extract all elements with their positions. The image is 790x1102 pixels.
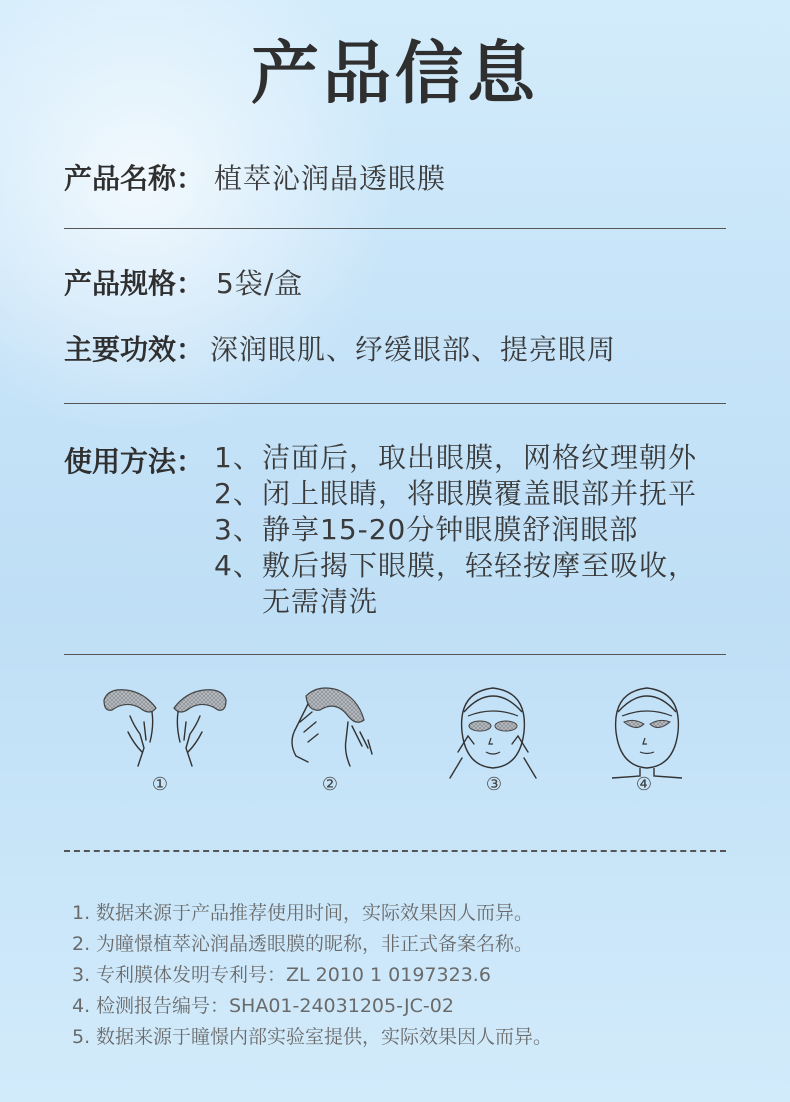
usage-step-continued [214, 584, 697, 620]
dashed-divider [64, 850, 726, 852]
efficacy-value: 深润眼肌、纾缓眼部、提亮眼周 [210, 333, 617, 366]
spec-value: 5袋/盒 [216, 267, 304, 300]
step-text: 洁面后，取出眼膜，网格纹理朝外 [262, 441, 698, 474]
footnote-text: 检测报告编号：SHA01-24031205-JC-02 [96, 995, 454, 1017]
footnote [72, 929, 552, 960]
face-wearing-eye-masks-icon [582, 682, 712, 782]
spec-label: 产品规格： [64, 267, 205, 300]
footnote [72, 991, 552, 1022]
hand-peeling-eye-mask-icon [278, 682, 408, 782]
usage-step [214, 440, 697, 476]
footnote-text: 数据来源于产品推荐使用时间，实际效果因人而异。 [96, 902, 534, 924]
step-number-1: ① [151, 774, 169, 795]
usage-step [214, 548, 697, 584]
usage-row [64, 440, 204, 480]
divider [64, 654, 726, 655]
product-name-label: 产品名称： [64, 162, 205, 195]
step-text: 无需清洗 [262, 585, 379, 618]
product-name-row [64, 157, 446, 197]
footnote [72, 1022, 552, 1053]
step-text: 静享15-20分钟眼膜舒润眼部 [262, 513, 639, 546]
step-number: 2、 [214, 477, 262, 510]
footnotes [72, 898, 552, 1053]
footnote-number: 4. [72, 995, 91, 1017]
usage-steps [214, 440, 697, 620]
step-number-2: ② [321, 774, 339, 795]
efficacy-row [64, 328, 616, 368]
page-title: 产品信息 [250, 35, 539, 114]
footnote-text: 数据来源于瞳憬内部实验室提供，实际效果因人而异。 [96, 1026, 553, 1048]
footnote-number: 2. [72, 933, 91, 955]
usage-step [214, 512, 697, 548]
footnote-number: 5. [72, 1026, 91, 1048]
hands-holding-eye-masks-icon [100, 682, 230, 782]
spec-row [64, 262, 303, 302]
usage-step [214, 476, 697, 512]
step-number-3: ③ [485, 774, 503, 795]
footnote-text: 为瞳憬植萃沁润晶透眼膜的昵称，非正式备案名称。 [96, 933, 534, 955]
footnote-number: 3. [72, 964, 91, 986]
usage-label: 使用方法： [64, 445, 205, 478]
step-text: 闭上眼睛，将眼膜覆盖眼部并抚平 [262, 477, 698, 510]
divider [64, 228, 726, 229]
product-name-value: 植萃沁润晶透眼膜 [214, 162, 447, 195]
footnote [72, 960, 552, 991]
footnote-text: 专利膜体发明专利号：ZL 2010 1 0197323.6 [96, 964, 491, 986]
face-applying-eye-masks-icon [428, 682, 558, 782]
step-number: 4、 [214, 549, 262, 582]
step-number: 1、 [214, 441, 262, 474]
footnote [72, 898, 552, 929]
efficacy-label: 主要功效： [64, 333, 205, 366]
footnote-number: 1. [72, 902, 91, 924]
divider [64, 403, 726, 404]
step-number: 3、 [214, 513, 262, 546]
step-number-4: ④ [635, 774, 653, 795]
step-text: 敷后揭下眼膜，轻轻按摩至吸收， [262, 549, 698, 582]
